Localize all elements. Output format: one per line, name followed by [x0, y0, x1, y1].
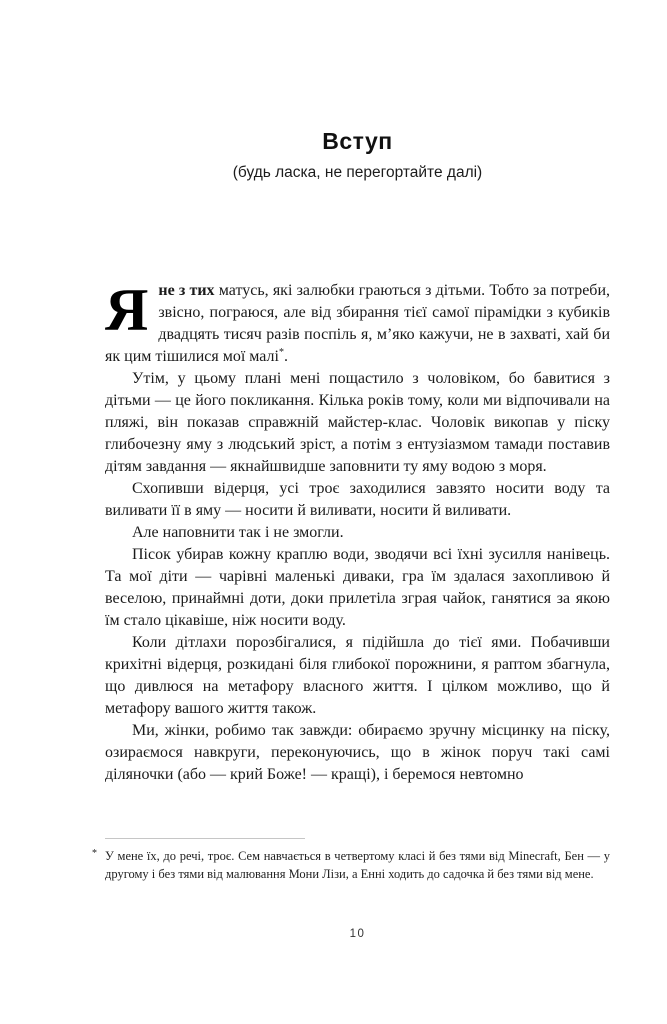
footnote-marker: *: [92, 848, 97, 859]
footnote: [92, 848, 610, 883]
body-text: [105, 277, 611, 786]
footnote-divider: [105, 838, 305, 839]
paragraph: Утім, у цьому плані мені пощастило з чоловіком, бо бавитися з дітьми — це його покликання. Кілька років тому, коли ми відпочивали на пляжі, він показав справжній майстер-клас. Чоловік викопав у піску глибочезну яму з людський зріст, а потім з ентузіазмом тамади поставив дітям завдання — якнайшвидше заповнити ту яму водою з моря.: [105, 370, 610, 475]
chapter-header: [105, 128, 610, 182]
paragraph-text: матусь, які залюбки граються з дітьми. Тобто за потреби, звісно, пограюся, але від збирання тієї самої пірамідки з кубиків двадцять тисяч разів поспіль я, м’яко кажучи, не в захваті, хай би як цим тішилися мої малі: [105, 282, 611, 365]
paragraph: Коли дітлахи порозбігалися, я підійшла до тієї ями. Побачивши крихітні відерця, розкидані біля глибокої порожнини, я раптом збагнула, що дивлюся на метафору власного життя. І цілком можливо, що й метафору вашого життя також.: [105, 634, 610, 717]
paragraph-first: [105, 277, 611, 368]
chapter-title: Вступ: [322, 128, 393, 154]
paragraph: Пісок убирав кожну краплю води, зводячи всі їхні зусилля нанівець. Та мої діти — чарівні маленькі диваки, гра їм здалася захопливою й веселою, принаймні доти, доки прилетіла зграя чайок, ганятися за якою їм стало цікавіше, ніж носити воду.: [105, 546, 610, 629]
footnote-reference: *: [278, 347, 284, 358]
paragraph: Схопивши відерця, усі троє заходилися завзято носити воду та виливати її в яму — носити й виливати, носити й виливати.: [105, 480, 610, 519]
page-number: 10: [349, 928, 366, 940]
footnote-block: [92, 838, 610, 883]
paragraph: Ми, жінки, робимо так завжди: обираємо зручну місцинку на піску, озираємося навкруги, переконуючись, що в жінок поруч такі самі діляночки (або — крий Боже! — кращі), і беремося невтомно: [105, 722, 610, 783]
paragraph: Але наповнити так і не змогли.: [132, 524, 344, 541]
bold-lead: не з тих: [158, 282, 215, 299]
paragraph-tail: .: [283, 348, 288, 365]
drop-cap: Я: [105, 277, 149, 343]
text-column: [105, 0, 610, 786]
footnote-text: У мене їх, до речі, троє. Сем навчається в четвертому класі й без тями від Minecraft, Бен — у другому і без тями від малювання Мони Лізи, а Енні ходить до садочка й без тями від мене.: [105, 849, 610, 881]
chapter-subtitle: (будь ласка, не перегортайте далі): [232, 164, 483, 181]
